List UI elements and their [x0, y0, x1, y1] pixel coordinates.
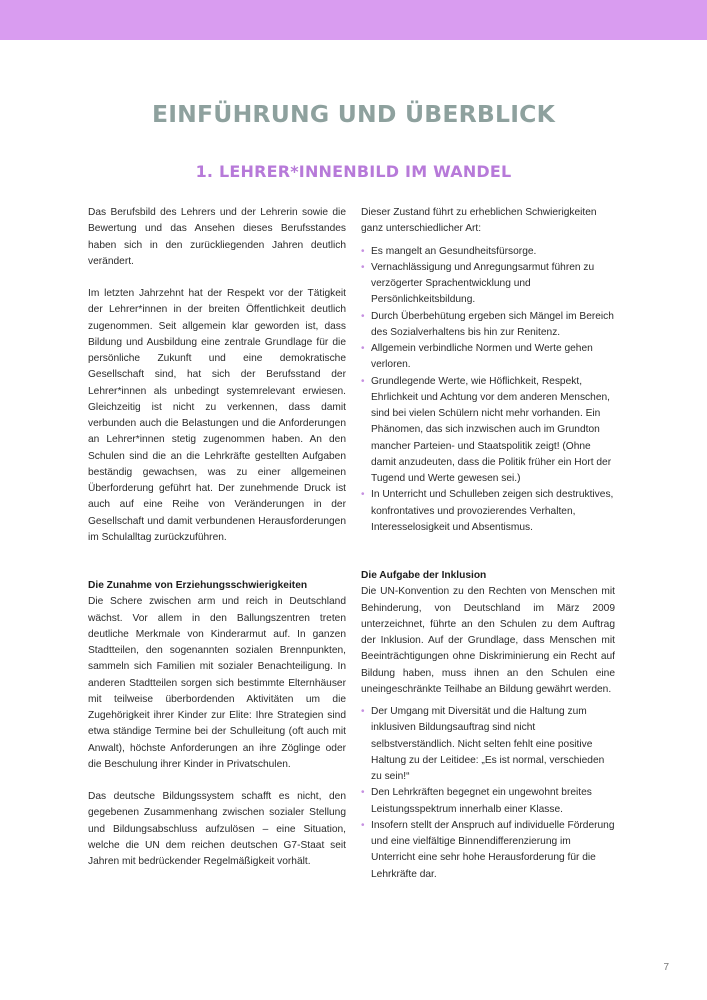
- left-column: [88, 205, 346, 870]
- paragraph-un-konvention: Die UN-Konvention zu den Rechten von Menschen mit Behinderung, von Deutschland im März 2009 unterzeichnet, führte an den Schulen zu dem Auftrag der Inklusion. Auf der Grundlage, dass Menschen mit Beeinträchtigungen ohne Diskriminierung ein Recht auf Bildung haben, muss ihnen an den Schulen eine uneingeschränkte Teilhabe an Bildung gewährt werden.: [361, 586, 615, 695]
- bullet-icon: •: [361, 310, 365, 322]
- page-title: EINFÜHRUNG UND ÜBERBLICK: [151, 100, 556, 128]
- bullet-icon: •: [361, 343, 365, 354]
- paragraph-bildungssystem: Das deutsche Bildungssystem schafft es nicht, den gegebenen Zusammenhang zwischen sozialer Stellung und Bildungsabschluss aufzulösen – eine Situation, welche die UN dem reichen deutschen G7-Staat seit Jahren mit bedrückender Regelmäßigkeit vorhält.: [88, 791, 346, 867]
- list-item: • Allgemein verbindliche Normen und Werte gehen verloren.: [361, 343, 593, 371]
- header-color-bar: [0, 0, 707, 40]
- heading-inklusion: Die Aufgabe der Inklusion: [361, 570, 487, 581]
- bullet-icon: •: [361, 819, 365, 831]
- difficulties-list: [361, 244, 615, 537]
- bullet-icon: •: [361, 706, 365, 717]
- right-column: [361, 205, 615, 883]
- list-item: • Insofern stellt der Anspruch auf individuelle Förderung und eine vielfältige Binnendifferenzierung im Unterricht eine sehr hohe Herausforderung für die Lehrkräfte dar.: [361, 819, 615, 880]
- bullet-icon: •: [361, 261, 365, 273]
- list-item: • In Unterricht und Schulleben zeigen sich destruktives, konfrontatives und provozierendes Verhalten, Interesselosigkeit und Absentismus.: [361, 489, 614, 533]
- paragraph-respect: Im letzten Jahrzehnt hat der Respekt vor der Tätigkeit der Lehrer*innen in der breiten Öffentlichkeit deutlich zugenommen. Seit allgemein klar geworden ist, dass Bildung und Ausbildung eine zentrale Grundlage für die persönliche Zukunft und eine demokratische Gesellschaft sind, hat sich der Berufsstand der Lehrer*innen als unbedingt systemrelevant erwiesen. Gleichzeitig ist nicht zu verkennen, dass damit verbunden auch die Belastungen und die Anforderungen an Lehrer*innen stetig zugenommen haben. An den Schulen sind die an die Lehrkräfte gestellten Aufgaben beständig gewachsen, was zu einer allgemeinen Überforderung geführt hat. Der zunehmende Druck ist auch auf eine Reihe von Veränderungen in der Gesellschaft und damit verbundenen Herausforderungen im Schulalltag zurückzuführen.: [88, 288, 346, 543]
- bullet-icon: •: [361, 375, 365, 387]
- page-number: 7: [663, 962, 669, 973]
- paragraph-zustand: Dieser Zustand führt zu erheblichen Schwierigkeiten ganz unterschiedlicher Art:: [361, 207, 597, 235]
- paragraph-intro: Das Berufsbild des Lehrers und der Lehrerin sowie die Bewertung und das Ansehen dieses Berufsstandes haben sich in den zurückliegenden Jahren deutlich verändert.: [88, 207, 346, 267]
- bullet-icon: •: [361, 787, 365, 799]
- inclusion-list: [361, 704, 615, 883]
- list-item: • Es mangelt an Gesundheitsfürsorge.: [361, 244, 615, 260]
- list-item: • Durch Überbehütung ergeben sich Mängel im Bereich des Sozialverhaltens bis hin zur Renitenz.: [361, 310, 614, 338]
- list-item: • Vernachlässigung und Anregungsarmut führen zu verzögerter Sprachentwicklung und Persönlichkeitsbildung.: [361, 261, 595, 306]
- heading-erziehungsschwierigkeiten: Die Zunahme von Erziehungsschwierigkeiten: [88, 580, 308, 591]
- bullet-icon: •: [361, 245, 365, 257]
- list-item: • Den Lehrkräften begegnet ein ungewohnt breites Leistungsspektrum innerhalb einer Klasse.: [361, 787, 592, 815]
- section-title: 1. LEHRER*INNENBILD IM WANDEL: [195, 162, 512, 181]
- bullet-icon: •: [361, 489, 365, 501]
- list-item: • Der Umgang mit Diversität und die Haltung zum inklusiven Bildungsauftrag sind nicht selbstverständlich. Nicht selten fehlt eine positive Haltung zu der Leitidee: „Es ist normal, verschieden zu sein!“: [361, 706, 605, 782]
- list-item: • Grundlegende Werte, wie Höflichkeit, Respekt, Ehrlichkeit und Achtung vor dem anderen Menschen, sind bei vielen Schülern nicht mehr vorhanden. Ein Phänomen, das sich inzwischen auch im Grundton mancher Parteien- und Staatspolitik zeigt! (Ohne damit anzudeuten, dass die Politik früher ein Hort der Tugend und Werte gewesen sei.): [361, 375, 612, 484]
- paragraph-arm-reich: Die Schere zwischen arm und reich in Deutschland wächst. Vor allem in den Ballungszentren treten deutliche Merkmale von Kinderarmut auf. In ganzen Stadtteilen, den sogenannten sozialen Brennpunkten, sammeln sich Familien mit sozialer Benachteiligung. In anderen Stadtteilen sorgen sich bestimmte Elternhäuser mit teilweise überbordenden Aktivitäten um die Zugehörigkeit ihrer Kinder zur Elite: Ihre Strategien sind etwa ständige Termine bei der Schulleitung (oft auch mit Anwalt), höchste Anforderungen an ihre Zöglinge oder die Beschulung ihrer Kinder in Privatschulen.: [88, 596, 346, 770]
